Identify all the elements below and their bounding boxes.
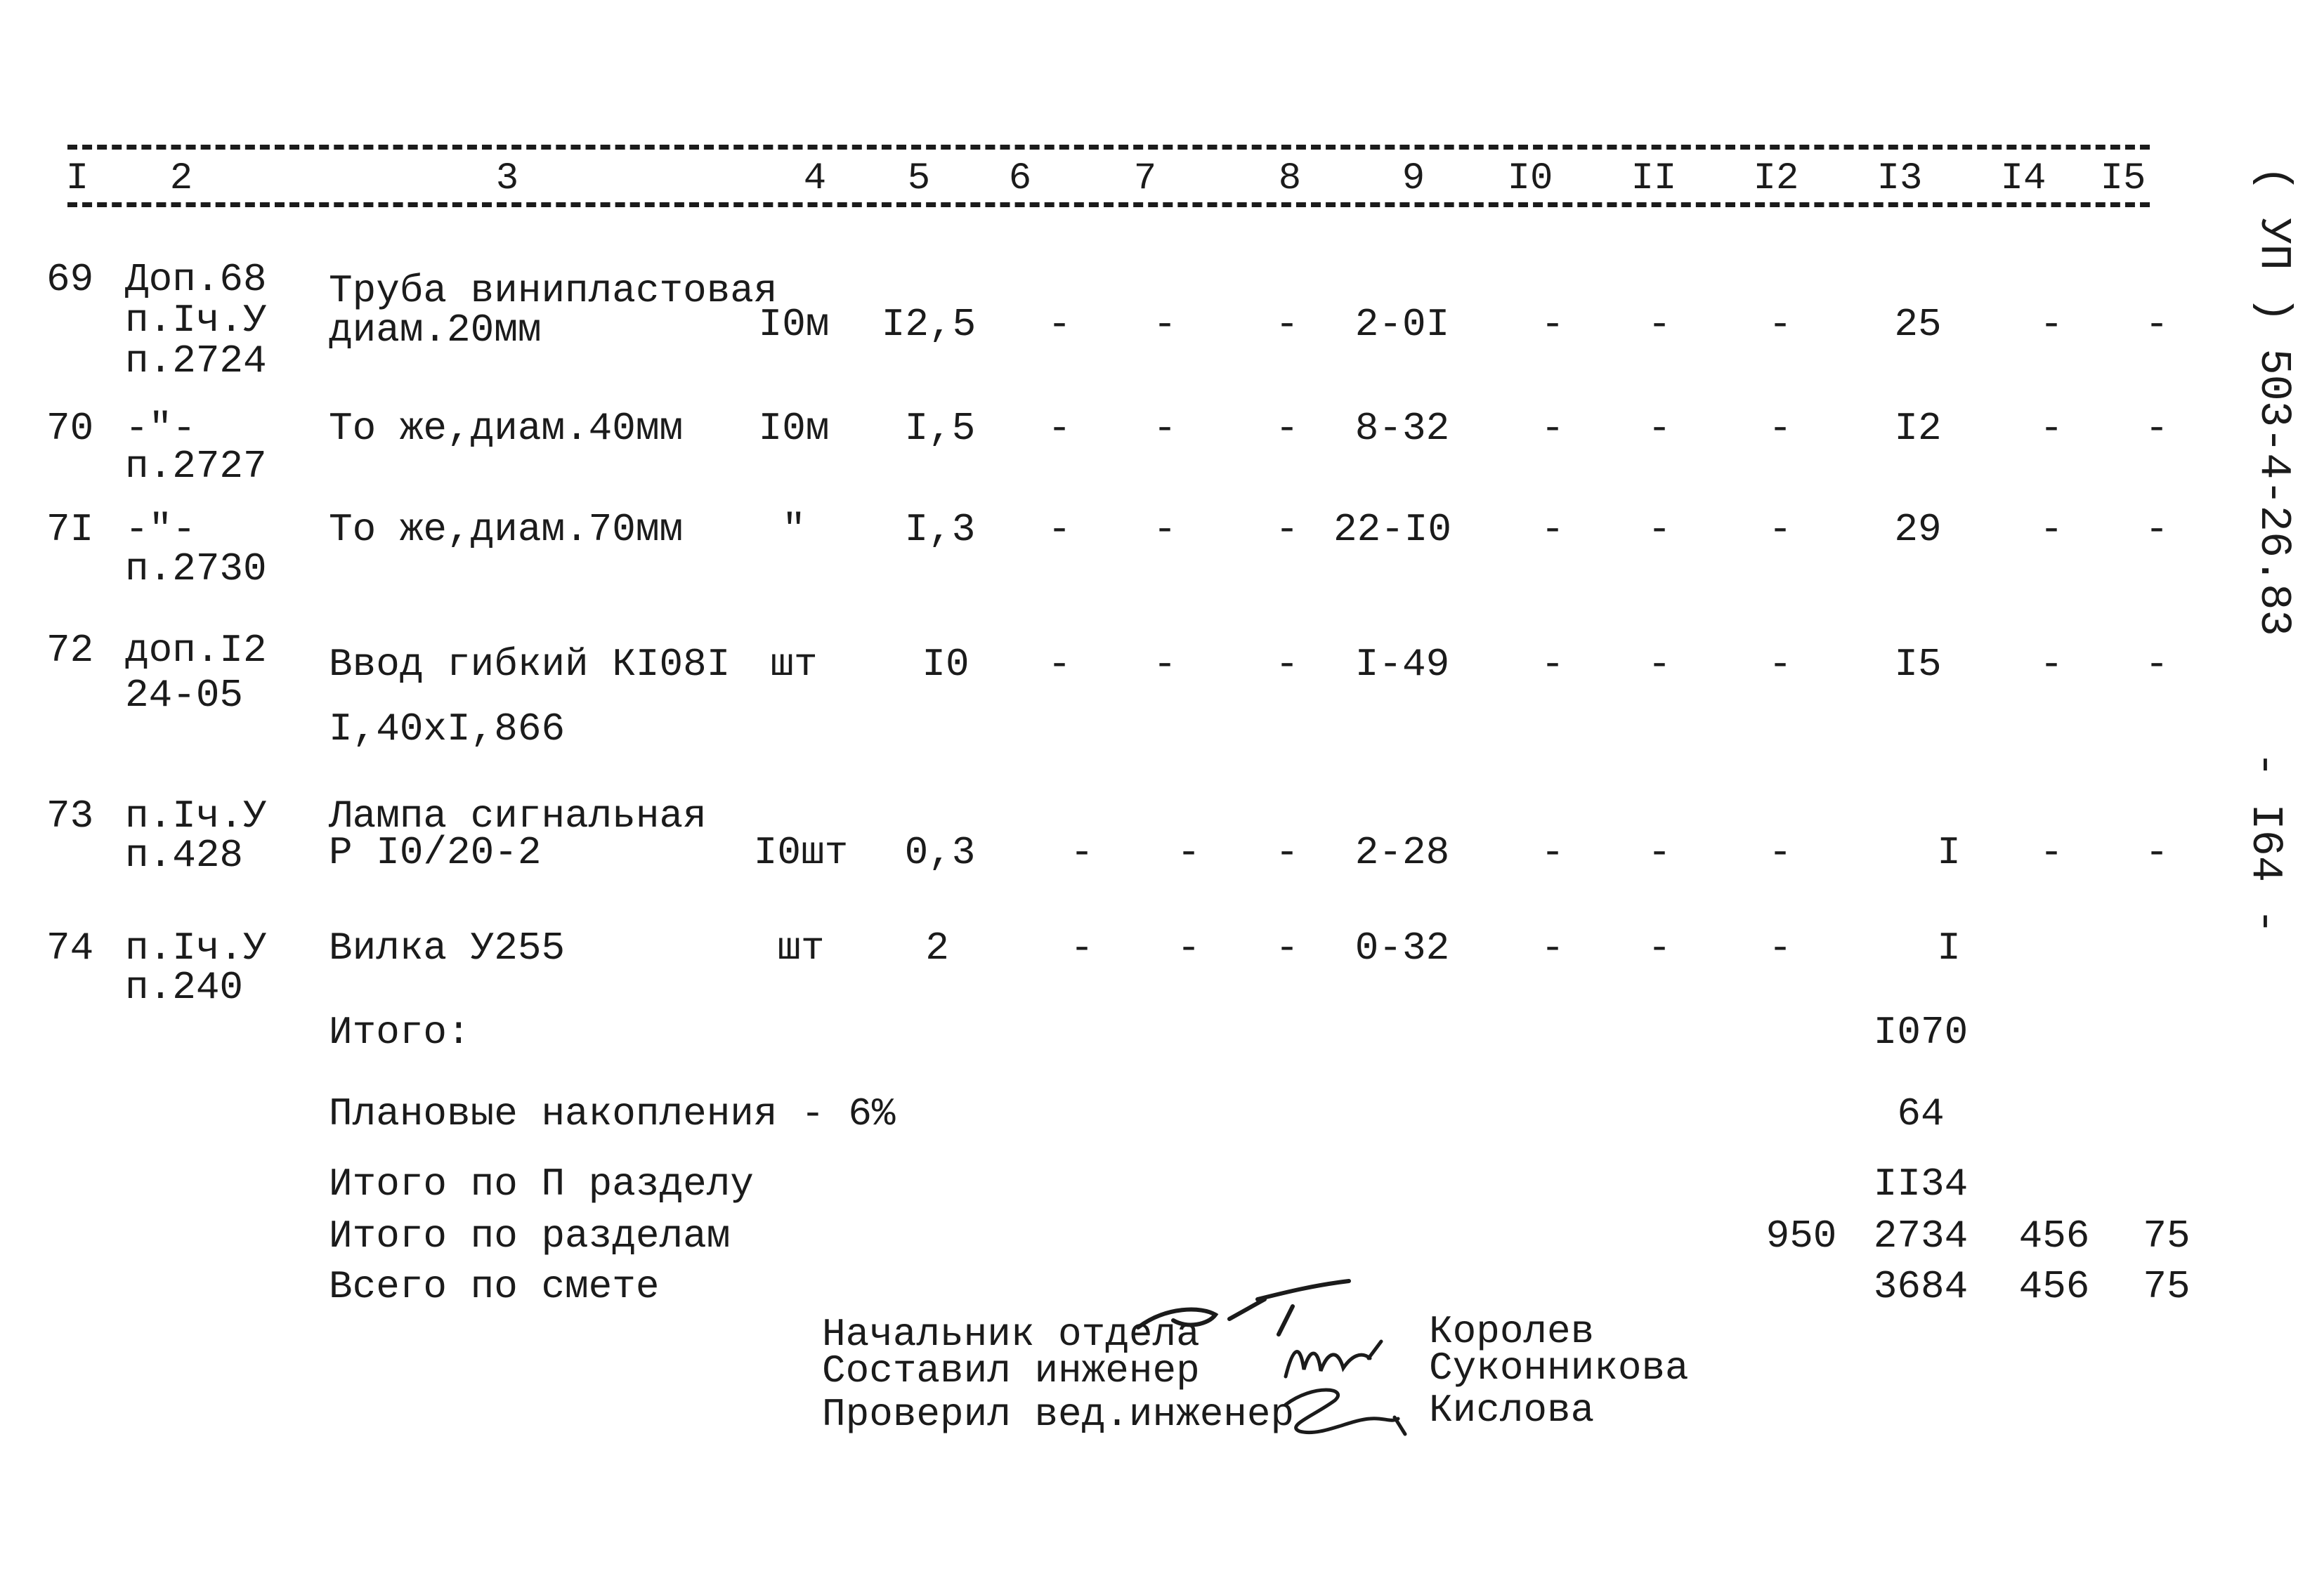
row-col13: I5 xyxy=(1894,642,1942,687)
row-col7: - xyxy=(1153,642,1177,687)
col-header-10: I0 xyxy=(1507,157,1553,200)
row-col14: - xyxy=(2039,830,2063,875)
col-header-11: II xyxy=(1631,157,1677,200)
row-col15: - xyxy=(2145,642,2169,687)
row-name-line: диам.20мм xyxy=(329,308,542,353)
row-col12: - xyxy=(1768,830,1792,875)
row-name-line: Вилка У255 xyxy=(329,926,566,971)
row-name-line: Труба винипластовая xyxy=(329,268,778,313)
row-col11: - xyxy=(1647,926,1671,971)
row-col10: - xyxy=(1541,406,1565,451)
row-name-line: Лампа сигнальная xyxy=(329,794,707,839)
row-ref-line: 24-05 xyxy=(125,673,244,718)
row-quantity: I,3 xyxy=(904,507,976,552)
totals-label: Итого по П разделу xyxy=(329,1162,754,1207)
row-price: 22-I0 xyxy=(1333,507,1452,552)
row-ref-line: доп.I2 xyxy=(125,628,267,673)
row-ref-line: п.2727 xyxy=(125,444,267,489)
row-quantity: I2,5 xyxy=(881,302,977,347)
row-col11: - xyxy=(1647,302,1671,347)
row-name-line: Ввод гибкий КI08I xyxy=(329,642,731,687)
row-price: 2-0I xyxy=(1354,302,1450,347)
row-col8: - xyxy=(1275,302,1299,347)
row-col11: - xyxy=(1647,507,1671,552)
signature-role: Проверил вед.инженер xyxy=(822,1392,1295,1437)
row-col6: - xyxy=(1047,406,1071,451)
totals-col12: 950 xyxy=(1765,1214,1837,1259)
row-ref-line: п.428 xyxy=(125,833,244,878)
totals-col14: 456 xyxy=(2018,1264,2090,1309)
row-col7: - xyxy=(1153,302,1177,347)
row-col12: - xyxy=(1768,507,1792,552)
signature-role: Начальник отдела xyxy=(822,1312,1200,1357)
row-ref-line: п.Iч.У xyxy=(125,298,267,343)
totals-label: Итого: xyxy=(329,1010,471,1055)
row-ref-line: -"- xyxy=(125,507,196,552)
row-price: I-49 xyxy=(1354,642,1450,687)
row-col8: - xyxy=(1275,830,1299,875)
row-col14: - xyxy=(2039,642,2063,687)
row-price: 8-32 xyxy=(1354,406,1450,451)
row-col7: - xyxy=(1177,926,1201,971)
row-number: 7I xyxy=(46,507,94,552)
row-unit: шт xyxy=(770,642,818,687)
row-ref-line: п.2724 xyxy=(125,339,267,383)
row-col10: - xyxy=(1541,926,1565,971)
col-header-14: I4 xyxy=(2000,157,2046,200)
col-header-2: 2 xyxy=(169,157,193,200)
row-col6: - xyxy=(1070,830,1094,875)
row-col11: - xyxy=(1647,642,1671,687)
col-header-3: 3 xyxy=(495,157,519,200)
row-number: 74 xyxy=(46,926,94,971)
row-col13: 29 xyxy=(1894,507,1942,552)
row-unit: шт xyxy=(777,926,825,971)
signature-scribble-checker xyxy=(1272,1377,1412,1440)
row-col8: - xyxy=(1275,642,1299,687)
row-col7: - xyxy=(1153,406,1177,451)
row-price: 0-32 xyxy=(1354,926,1450,971)
row-number: 70 xyxy=(46,406,94,451)
row-col13: I2 xyxy=(1894,406,1942,451)
col-header-13: I3 xyxy=(1876,157,1923,200)
totals-col15: 75 xyxy=(2143,1214,2191,1259)
row-price: 2-28 xyxy=(1354,830,1450,875)
row-col6: - xyxy=(1070,926,1094,971)
row-col15: - xyxy=(2145,302,2169,347)
totals-label: Плановые накопления - 6% xyxy=(329,1091,896,1136)
row-ref-line: п.240 xyxy=(125,965,244,1010)
col-header-5: 5 xyxy=(907,157,931,200)
totals-col13: 2734 xyxy=(1873,1214,1969,1259)
row-col15: - xyxy=(2145,830,2169,875)
row-quantity: I0 xyxy=(922,642,970,687)
totals-col13: 3684 xyxy=(1873,1264,1969,1309)
row-ref-line: п.2730 xyxy=(125,546,267,591)
col-header-4: 4 xyxy=(803,157,827,200)
totals-col14: 456 xyxy=(2018,1214,2090,1259)
row-quantity: 0,3 xyxy=(904,830,976,875)
row-ref-line: п.Iч.У xyxy=(125,794,267,839)
row-col12: - xyxy=(1768,406,1792,451)
header-bottom-rule xyxy=(67,202,2150,207)
row-number: 69 xyxy=(46,257,94,302)
row-col10: - xyxy=(1541,830,1565,875)
col-header-6: 6 xyxy=(1008,157,1032,200)
row-col6: - xyxy=(1047,642,1071,687)
row-col10: - xyxy=(1541,507,1565,552)
row-unit: " xyxy=(782,507,806,552)
col-header-8: 8 xyxy=(1278,157,1302,200)
row-col15: - xyxy=(2145,406,2169,451)
row-col10: - xyxy=(1541,642,1565,687)
row-col6: - xyxy=(1047,507,1071,552)
row-col10: - xyxy=(1541,302,1565,347)
row-col14: - xyxy=(2039,406,2063,451)
col-header-12: I2 xyxy=(1753,157,1799,200)
row-unit: I0м xyxy=(758,406,830,451)
row-number: 72 xyxy=(46,628,94,673)
signature-name: Королев xyxy=(1429,1309,1595,1354)
row-col15: - xyxy=(2145,507,2169,552)
row-name-line: Р I0/20-2 xyxy=(329,830,542,875)
signature-name: Суконникова xyxy=(1429,1346,1689,1391)
row-name-line: I,40xI,866 xyxy=(329,707,566,751)
document-code: ( УП ) 503-4-26.83 xyxy=(2249,166,2299,636)
row-col14: - xyxy=(2039,507,2063,552)
col-header-7: 7 xyxy=(1133,157,1157,200)
row-col14: - xyxy=(2039,302,2063,347)
row-ref-line: Доп.68 xyxy=(125,257,267,302)
col-header-15: I5 xyxy=(2100,157,2146,200)
totals-col13: II34 xyxy=(1873,1162,1969,1207)
row-col12: - xyxy=(1768,642,1792,687)
row-name-line: То же,диам.70мм xyxy=(329,507,684,552)
totals-col15: 75 xyxy=(2143,1264,2191,1309)
row-name-line: То же,диам.40мм xyxy=(329,406,684,451)
row-quantity: 2 xyxy=(925,926,949,971)
totals-label: Итого по разделам xyxy=(329,1214,731,1259)
header-top-rule xyxy=(67,145,2150,150)
row-unit: I0м xyxy=(758,302,830,347)
totals-col13: I070 xyxy=(1873,1010,1969,1055)
row-col12: - xyxy=(1768,302,1792,347)
signature-role: Составил инженер xyxy=(822,1348,1200,1393)
row-col8: - xyxy=(1275,926,1299,971)
row-col13: I xyxy=(1937,926,1961,971)
col-header-1: I xyxy=(65,157,89,200)
row-ref-line: -"- xyxy=(125,406,196,451)
row-number: 73 xyxy=(46,794,94,839)
row-col12: - xyxy=(1768,926,1792,971)
row-unit: I0шт xyxy=(753,830,849,875)
totals-col13: 64 xyxy=(1897,1091,1945,1136)
row-col7: - xyxy=(1153,507,1177,552)
row-col13: 25 xyxy=(1894,302,1942,347)
row-col11: - xyxy=(1647,830,1671,875)
signature-scribble-engineer xyxy=(1279,1327,1391,1384)
row-col8: - xyxy=(1275,507,1299,552)
row-col7: - xyxy=(1177,830,1201,875)
row-col13: I xyxy=(1937,830,1961,875)
row-ref-line: п.Iч.У xyxy=(125,926,267,971)
totals-label: Всего по смете xyxy=(329,1264,660,1309)
row-quantity: I,5 xyxy=(904,406,976,451)
signature-name: Кислова xyxy=(1429,1388,1595,1433)
col-header-9: 9 xyxy=(1402,157,1425,200)
row-col11: - xyxy=(1647,406,1671,451)
page-number: - I64 - xyxy=(2240,751,2290,935)
row-col6: - xyxy=(1047,302,1071,347)
row-col8: - xyxy=(1275,406,1299,451)
